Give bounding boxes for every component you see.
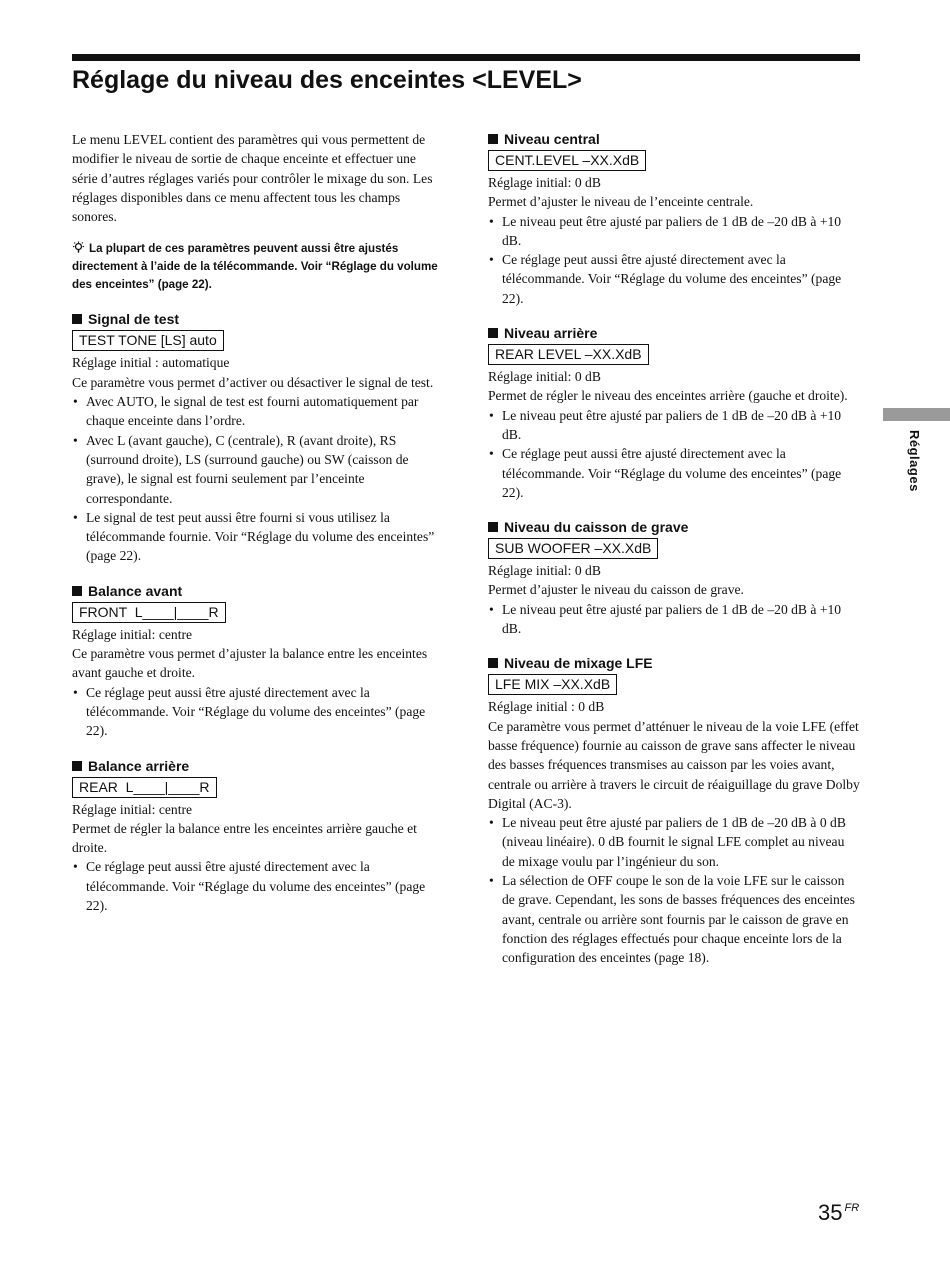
section-line: Réglage initial: centre	[72, 626, 193, 642]
section-heading-text: Niveau du caisson de grave	[504, 519, 689, 536]
display-box-wrap	[488, 343, 860, 367]
page-number	[818, 1200, 859, 1226]
square-bullet-icon	[488, 522, 498, 532]
section-heading	[72, 582, 444, 601]
section-line: Permet d’ajuster le niveau du caisson de grave.	[488, 582, 744, 598]
section-line: Réglage initial: 0 dB	[488, 369, 601, 385]
section	[488, 654, 860, 967]
list-item: • Ce réglage peut aussi être ajusté directement avec la télécommande. Voir “Réglage du volume des enceintes” (page 22).	[72, 857, 444, 915]
left-sections	[72, 310, 444, 915]
square-bullet-icon	[488, 658, 498, 668]
section-line: Réglage initial : 0 dB	[488, 699, 605, 715]
side-tab-label: Réglages	[907, 430, 922, 492]
bullet-list	[488, 406, 860, 502]
square-bullet-icon	[488, 134, 498, 144]
side-tab	[883, 408, 950, 421]
list-item: • Avec AUTO, le signal de test est fourni automatiquement par chaque enceinte dans l’ordre.	[72, 392, 444, 431]
display-readout: TEST TONE [LS] auto	[72, 330, 224, 351]
tip-note	[72, 240, 444, 294]
section-line: Ce paramètre vous permet d’atténuer le niveau de la voie LFE (effet basse fréquence) fournie au caisson de grave sans affecter le niveau des basses fréquences transmises au caisson par les voies avant, centrale ou arrière à travers le circuit de réaiguillage du grave Dolby Digital (AC-3).	[488, 718, 860, 811]
section	[488, 518, 860, 638]
section-line: Réglage initial: 0 dB	[488, 175, 601, 190]
display-readout: LFE MIX –XX.XdB	[488, 674, 617, 695]
section-heading	[488, 518, 860, 537]
square-bullet-icon	[72, 586, 82, 596]
page-title: Réglage du niveau des enceintes <LEVEL>	[72, 66, 582, 94]
section-heading-text: Niveau de mixage LFE	[504, 655, 653, 672]
bullet-list	[488, 813, 860, 967]
display-readout: CENT.LEVEL –XX.XdB	[488, 150, 646, 171]
section-line: Réglage initial: 0 dB	[488, 563, 601, 579]
list-item: • Le signal de test peut aussi être fourni si vous utilisez la télécommande fournie. Voir “Réglage du volume des enceintes” (page 22).	[72, 508, 444, 566]
bullet-list	[72, 683, 444, 741]
section-line: Permet de régler la balance entre les enceintes arrière gauche et droite.	[72, 820, 417, 856]
list-item: • La sélection de OFF coupe le son de la voie LFE sur le caisson de grave. Cependant, les sons de basses fréquences des enceintes avant, centrale ou arrière sont fournis par le caisson de grave en fonction des réglages effectués pour chaque enceinte lors de la configuration des enceintes (page 18).	[488, 871, 860, 967]
bullet-list	[488, 212, 860, 308]
display-readout: FRONT L____|____R	[72, 602, 226, 623]
display-box-wrap	[72, 601, 444, 625]
section-line: Permet d’ajuster le niveau de l’enceinte centrale.	[488, 194, 754, 210]
section-heading-text: Niveau central	[504, 131, 600, 147]
section-line: Ce paramètre vous permet d’ajuster la balance entre les enceintes avant gauche et droite.	[72, 646, 428, 681]
list-item: • Le niveau peut être ajusté par paliers de 1 dB de –20 dB à 0 dB (niveau linéaire). 0 dB fournit le signal LFE complet au niveau de mixage voulu par l’ingénieur du son.	[488, 813, 860, 871]
section-heading	[488, 654, 860, 673]
display-box-wrap	[72, 776, 444, 800]
list-item: • Le niveau peut être ajusté par paliers de 1 dB de –20 dB à +10 dB.	[488, 212, 860, 251]
display-readout: SUB WOOFER –XX.XdB	[488, 538, 658, 559]
top-rule	[72, 54, 860, 61]
display-box-wrap	[72, 329, 444, 353]
section-heading	[488, 324, 860, 343]
section-heading-text: Signal de test	[88, 311, 180, 328]
tip-text: La plupart de ces paramètres peuvent aussi être ajustés directement à l’aide de la télécommande. Voir “Réglage du volume des enceintes” (page 22).	[72, 242, 438, 292]
intro-paragraph: Le menu LEVEL contient des paramètres qui vous permettent de modifier le niveau de sortie de chaque enceinte et effectuer une série d’autres réglages variés pour contrôler le mixage du son. Les réglages disponibles dans ce menu affectent tous les champs sonores.	[72, 132, 433, 225]
left-column	[72, 130, 444, 915]
section-heading	[72, 757, 444, 776]
list-item: • Le niveau peut être ajusté par paliers de 1 dB de –20 dB à +10 dB.	[488, 600, 860, 639]
section	[72, 310, 444, 565]
display-box-wrap	[488, 537, 860, 561]
list-item: • Ce réglage peut aussi être ajusté directement avec la télécommande. Voir “Réglage du volume des enceintes” (page 22).	[72, 683, 444, 741]
display-box-wrap	[488, 149, 860, 173]
right-column	[488, 130, 860, 968]
list-item: • Ce réglage peut aussi être ajusté directement avec la télécommande. Voir “Réglage du volume des enceintes” (page 22).	[488, 250, 860, 308]
list-item: • Ce réglage peut aussi être ajusté directement avec la télécommande. Voir “Réglage du volume des enceintes” (page 22).	[488, 444, 860, 502]
bullet-list	[488, 600, 860, 639]
page-number-value: 35	[818, 1200, 843, 1225]
section-heading	[488, 130, 860, 149]
right-sections	[488, 130, 860, 968]
section-line: Réglage initial: centre	[72, 801, 193, 817]
bullet-list	[72, 392, 444, 566]
section-heading-text: Balance avant	[88, 582, 183, 599]
bullet-list	[72, 857, 444, 915]
section	[72, 757, 444, 916]
square-bullet-icon	[72, 314, 82, 324]
display-readout: REAR LEVEL –XX.XdB	[488, 344, 649, 365]
section-line: Réglage initial : automatique	[72, 355, 230, 371]
section	[488, 324, 860, 502]
display-readout: REAR L____|____R	[72, 777, 217, 798]
square-bullet-icon	[488, 328, 498, 338]
display-box-wrap	[488, 673, 860, 697]
page-number-suffix: FR	[844, 1202, 860, 1214]
section	[488, 130, 860, 308]
section-heading-text: Balance arrière	[88, 757, 190, 774]
lightbulb-icon	[72, 241, 85, 254]
list-item: • Le niveau peut être ajusté par paliers de 1 dB de –20 dB à +10 dB.	[488, 406, 860, 445]
section-heading-text: Niveau arrière	[504, 325, 598, 342]
section-heading	[72, 310, 444, 329]
section-line: Permet de régler le niveau des enceintes arrière (gauche et droite).	[488, 388, 848, 404]
list-item: • Avec L (avant gauche), C (centrale), R (avant droite), RS (surround droite), LS (surround gauche) ou SW (caisson de grave), le signal est fourni seulement par l’enceinte correspondante.	[72, 431, 444, 508]
section-line: Ce paramètre vous permet d’activer ou désactiver le signal de test.	[72, 374, 434, 390]
square-bullet-icon	[72, 761, 82, 771]
section	[72, 582, 444, 741]
